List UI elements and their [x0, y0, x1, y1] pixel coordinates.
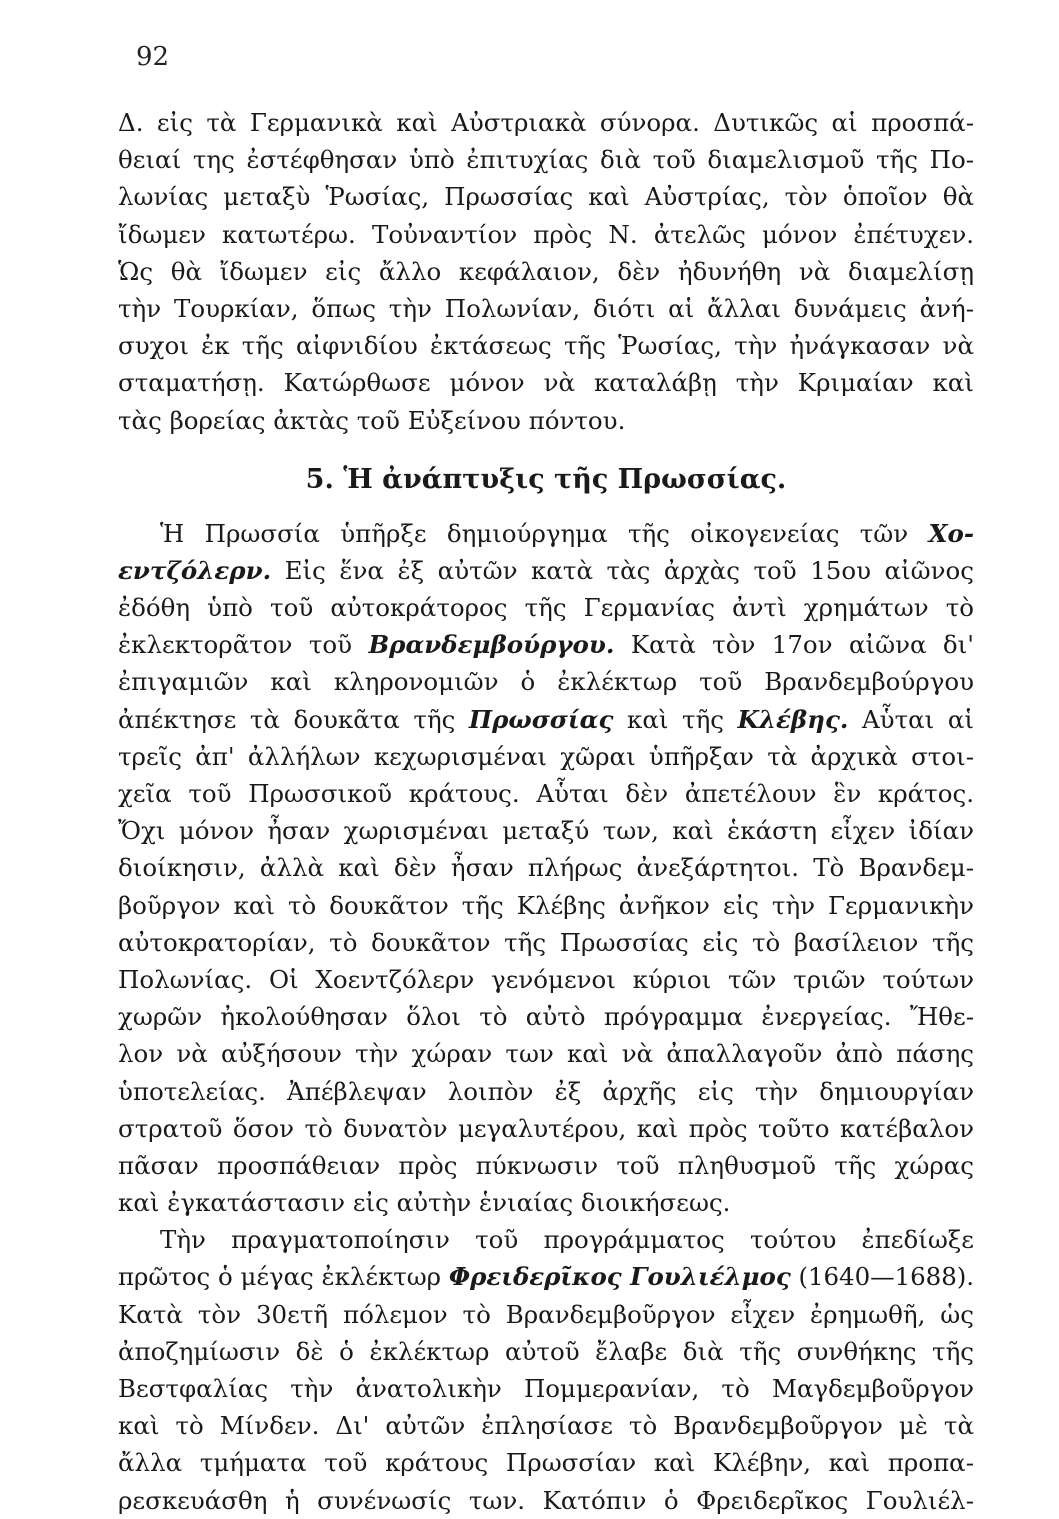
- text-line: χωρῶν ἠκολούθησαν ὅλοι τὸ αὐτὸ πρόγραμμα ἐνεργείας. Ἤθε-: [118, 1002, 974, 1032]
- text-line: χεῖα τοῦ Πρωσσικοῦ κράτους. Αὗται δὲν ἀπετέλουν ἓν κράτος.: [118, 779, 974, 808]
- section-heading: 5. Ἡ ἀνάπτυξις τῆς Πρωσσίας.: [305, 463, 787, 495]
- text-line: ἴδωμεν κατωτέρω. Τοὐναντίον πρὸς Ν. ἀτελῶς μόνον ἐπέτυχεν.: [118, 219, 974, 249]
- text-line: καὶ ἐγκατάστασιν εἰς αὐτὴν ἑνιαίας διοικήσεως.: [118, 1188, 731, 1218]
- emphasized-name: Κλέβης.: [737, 704, 849, 734]
- text-line: Κατὰ τὸν 30ετῆ πόλεμον τὸ Βρανδεμβοῦργον εἶχεν ἐρημωθῆ, ὡς: [118, 1299, 974, 1329]
- text-line: διοίκησιν, ἀλλὰ καὶ δὲν ἦσαν πλήρως ἀνεξάρτητοι. Τὸ Βρανδεμ-: [118, 853, 974, 883]
- emphasized-name: Βρανδεμβούργου.: [368, 630, 615, 660]
- paragraph-russia: [118, 104, 974, 439]
- text-line: Βεστφαλίας τὴν ἀνατολικὴν Πομμερανίαν, τὸ Μαγδεμβοῦργον: [118, 1374, 974, 1403]
- text-line: αὐτοκρατορίαν, τὸ δουκᾶτον τῆς Πρωσσίας εἰς τὸ βασίλειον τῆς: [118, 927, 974, 957]
- text-line: σταματήσῃ. Κατώρθωσε μόνον νὰ καταλάβῃ τὴν Κριμαίαν καὶ: [118, 368, 974, 398]
- text-line: ἀποζημίωσιν δὲ ὁ ἐκλέκτωρ αὐτοῦ ἔλαβε διὰ τῆς συνθήκης τῆς: [118, 1336, 974, 1366]
- text-line: στρατοῦ ὅσον τὸ δυνατὸν μεγαλυτέρου, καὶ πρὸς τοῦτο κατέβαλον: [118, 1113, 974, 1143]
- emphasized-name: εντζόλερν.: [118, 555, 272, 585]
- text-line: τὰς βορείας ἀκτὰς τοῦ Εὐξείνου πόντου.: [118, 405, 626, 435]
- text-line: πρῶτος ὁ μέγας ἐκλέκτωρ Φρειδερῖκος Γουλιέλμος (1640—1688).: [118, 1262, 974, 1292]
- text-line: τὴν Τουρκίαν, ὅπως τὴν Πολωνίαν, διότι αἱ ἄλλαι δυνάμεις ἀνή-: [118, 293, 974, 323]
- page-body: [118, 104, 974, 1519]
- text-line: βοῦργον καὶ τὸ δουκᾶτον τῆς Κλέβης ἀνῆκον εἰς τὴν Γερμανικὴν: [118, 890, 974, 920]
- text-line: ὑποτελείας. Ἀπέβλεψαν λοιπὸν ἐξ ἀρχῆς εἰς τὴν δημιουργίαν: [118, 1076, 974, 1106]
- text-line: Ἡ Πρωσσία ὑπῆρξε δημιούργημα τῆς οἰκογενείας τῶν Χο-: [160, 518, 974, 548]
- text-line: ρεσκευάσθη ἡ συνένωσίς των. Κατόπιν ὁ Φρειδερῖκος Γουλιέλ-: [118, 1485, 974, 1515]
- text-line: θειαί της ἐστέφθησαν ὑπὸ ἐπιτυχίας διὰ τοῦ διαμελισμοῦ τῆς Πο-: [118, 145, 974, 175]
- text-line: ἐκλεκτορᾶτον τοῦ Βρανδεμβούργου. Κατὰ τὸν 17ον αἰῶνα δι': [118, 630, 975, 660]
- text-line: συχοι ἐκ τῆς αἰφνιδίου ἐκτάσεως τῆς Ῥωσίας, τὴν ἠνάγκασαν νὰ: [118, 331, 974, 361]
- text-line: ἐδόθη ὑπὸ τοῦ αὐτοκράτορος τῆς Γερμανίας ἀντὶ χρημάτων τὸ: [118, 593, 974, 623]
- text-line: πᾶσαν προσπάθειαν πρὸς πύκνωσιν τοῦ πληθυσμοῦ τῆς χώρας: [118, 1150, 974, 1180]
- text-line: Ὄχι μόνον ἦσαν χωρισμέναι μεταξύ των, καὶ ἑκάστη εἶχεν ἰδίαν: [118, 816, 974, 846]
- text-line: λον νὰ αὐξήσουν τὴν χώραν των καὶ νὰ ἀπαλλαγοῦν ἀπὸ πάσης: [118, 1039, 974, 1069]
- text-line: τρεῖς ἀπ' ἀλλήλων κεχωρισμέναι χῶραι ὑπῆρξαν τὰ ἀρχικὰ στοι-: [118, 741, 974, 771]
- text-line: Ὡς θὰ ἴδωμεν εἰς ἄλλο κεφάλαιον, δὲν ἠδυνήθη νὰ διαμελίσῃ: [118, 256, 974, 286]
- text-line: ἄλλα τμήματα τοῦ κράτους Πρωσσίαν καὶ Κλέβην, καὶ προπα-: [118, 1448, 974, 1478]
- text-line: καὶ τὸ Μίνδεν. Δι' αὐτῶν ἐπλησίασε τὸ Βρανδεμβοῦργον μὲ τὰ: [118, 1411, 974, 1441]
- paragraph-great-elector: [118, 1221, 974, 1519]
- text-line: λωνίας μεταξὺ Ῥωσίας, Πρωσσίας καὶ Αὐστρίας, τὸν ὁποῖον θὰ: [118, 182, 974, 212]
- text-line: Δ. εἰς τὰ Γερμανικὰ καὶ Αὐστριακὰ σύνορα. Δυτικῶς αἱ προσπά-: [118, 108, 974, 137]
- paragraph-prussia-origins: [118, 515, 974, 1222]
- text-line: ἐπιγαμιῶν καὶ κληρονομιῶν ὁ ἐκλέκτωρ τοῦ Βρανδεμβούργου: [118, 667, 974, 697]
- text-line: Τὴν πραγματοποίησιν τοῦ προγράμματος τούτου ἐπεδίωξε: [160, 1225, 974, 1255]
- page-number: 92: [136, 42, 170, 72]
- text-line: ἀπέκτησε τὰ δουκᾶτα τῆς Πρωσσίας καὶ τῆς Κλέβης. Αὗται αἱ: [118, 704, 974, 734]
- emphasized-name: Χο-: [928, 518, 974, 548]
- text-line: Πολωνίας. Οἱ Χοεντζόλερν γενόμενοι κύριοι τῶν τριῶν τούτων: [118, 964, 974, 994]
- emphasized-name: Φρειδερῖκος Γουλιέλμος: [448, 1262, 791, 1292]
- emphasized-name: Πρωσσίας: [468, 704, 614, 734]
- text-line: εντζόλερν. Εἰς ἕνα ἐξ αὐτῶν κατὰ τὰς ἀρχὰς τοῦ 15ου αἰῶνος: [118, 555, 974, 585]
